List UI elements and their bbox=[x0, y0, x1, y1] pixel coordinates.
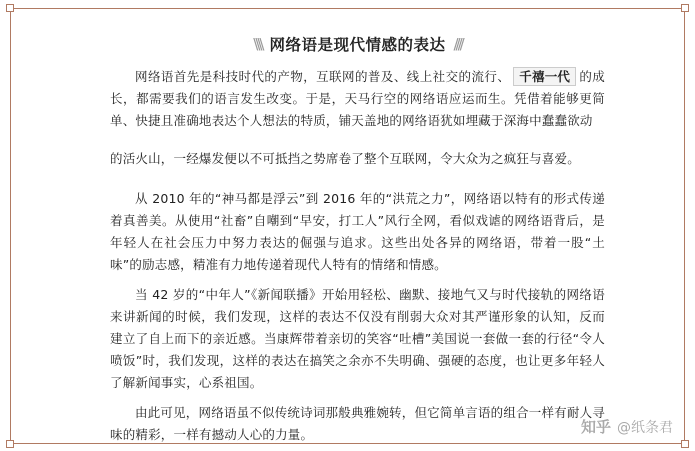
highlight-term: 千禧一代 bbox=[513, 67, 576, 86]
title-left-ornament: \\\\ bbox=[253, 35, 262, 53]
article-body bbox=[110, 28, 605, 446]
paragraph-1 bbox=[110, 66, 605, 132]
watermark-brand: 知乎 bbox=[580, 418, 611, 436]
watermark-user: @纸条君 bbox=[617, 419, 673, 436]
paragraph-1-before: 网络语首先是科技时代的产物，互联网的普及、线上社交的流行、 bbox=[135, 69, 511, 84]
paragraph-4: 由此可见，网络语虽不似传统诗词那般典雅婉转，但它简单言语的组合一样有耐人寻味的精彩，一样有撼动人心的力量。 bbox=[110, 405, 605, 442]
title-right-ornament: //// bbox=[453, 35, 462, 53]
title-row bbox=[110, 28, 605, 60]
frame-corner-bottom-left bbox=[6, 440, 14, 448]
frame-corner-top-right bbox=[681, 4, 689, 12]
watermark bbox=[581, 416, 673, 437]
paragraph-3: 当 42 岁的“中年人”《新闻联播》开始用轻松、幽默、接地气又与时代接轨的网络语来讲新闻的时候，我们发现，这样的表达不仅没有削弱大众对其严谨形象的认知，反而建立了自上而下的亲近感。当康辉带着亲切的笑容“吐槽”美国说一套做一套的行径“令人喷饭”时，我们发现，这样的表达在搞笑之余亦不失明确、强硬的态度，也让更多年轻人了解新闻事实，心系祖国。 bbox=[110, 287, 605, 390]
paragraph-1-continued: 的活火山，一经爆发便以不可抵挡之势席卷了整个互联网，令大众为之疯狂与喜爱。 bbox=[110, 151, 580, 166]
frame-corner-bottom-right bbox=[681, 440, 689, 448]
paragraph-1-after-line1: 的成长，都需要我们的语言发生改变。于是，天马行空的网络语应运而生。凭借着能够更简单、快捷且准确地表达个人想法的特质，铺天盖地的网络语犹如埋藏于深海中蠢蠢欲动 bbox=[110, 69, 605, 128]
page-title: 网络语是现代情感的表达 bbox=[269, 35, 446, 54]
frame-corner-top-left bbox=[6, 4, 14, 12]
paragraph-2: 从 2010 年的“神马都是浮云”到 2016 年的“洪荒之力”，网络语以特有的形式传递着真善美。从使用“社畜”自嘲到“早安，打工人”风行全网，看似戏谑的网络语背后，是年轻人在社会压力中努力表达的倔强与追求。这些出处各异的网络语，带着一股“土味”的励志感，精准有力地传递着现代人特有的情绪和情感。 bbox=[110, 191, 605, 272]
